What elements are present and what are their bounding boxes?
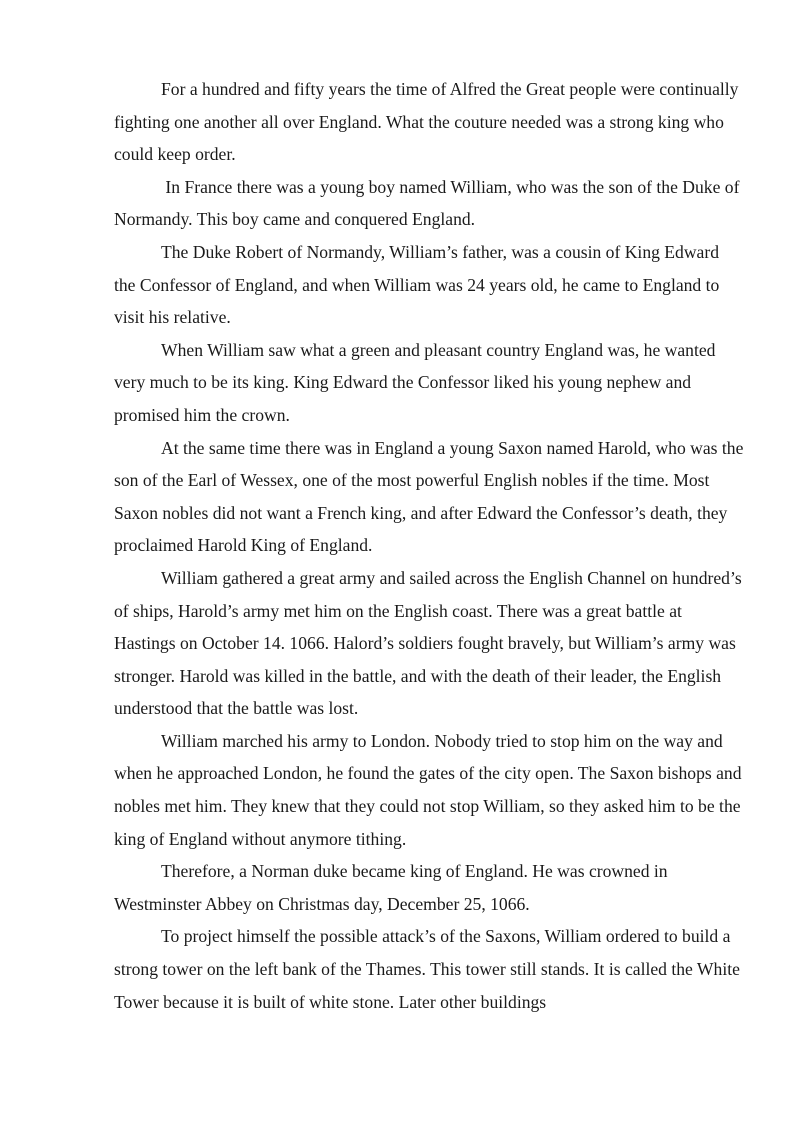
paragraph-harold: At the same time there was in England a young Saxon named Harold, who was the son of the Earl of Wessex, one of the most powerful English nobles if the time. Most Saxon nobles did not want a French king, and after Edward the Confessor’s death, they proclaimed Harold King of England. [114,437,744,556]
paragraph-london: William marched his army to London. Nobody tried to stop him on the way and when he approached London, he found the gates of the city open. The Saxon bishops and nobles met him. They knew that they could not stop William, so they asked him to be the king of England without anymore tithing. [114,730,742,849]
paragraph-green-country: When William saw what a green and pleasant country England was, he wanted very much to be its king. King Edward the Confessor liked his young nephew and promised him the crown. [114,339,716,425]
paragraph-william-boy: In France there was a young boy named William, who was the son of the Duke of Normandy. This boy came and conquered England. [114,176,744,230]
paragraph-white-tower: To project himself the possible attack’s of the Saxons, William ordered to build a strong tower on the left bank of the Thames. This tower still stands. It is called the White Tower because it is built of white stone. Later other buildings [114,926,740,1012]
body-text [114,73,744,1018]
paragraph-hastings: William gathered a great army and sailed across the English Channel on hundred’s of ships, Harold’s army met him on the English coast. There was a great battle at Hastings on October 14. 1066. Halord’s soldiers fought bravely, but William’s army was stronger. Harold was killed in the battle, and with the death of their leader, the English understood that the battle was lost. [114,567,742,719]
paragraph-duke-robert: The Duke Robert of Normandy, William’s father, was a cousin of King Edward the Confessor of England, and when William was 24 years old, he came to England to visit his relative. [114,241,720,328]
paragraph-alfred: For a hundred and fifty years the time of Alfred the Great people were continually fighting one another all over England. What the couture needed was a strong king who could keep order. [114,79,739,165]
paragraph-coronation: Therefore, a Norman duke became king of England. He was crowned in Westminster Abbey on Christmas day, December 25, 1066. [114,861,668,914]
